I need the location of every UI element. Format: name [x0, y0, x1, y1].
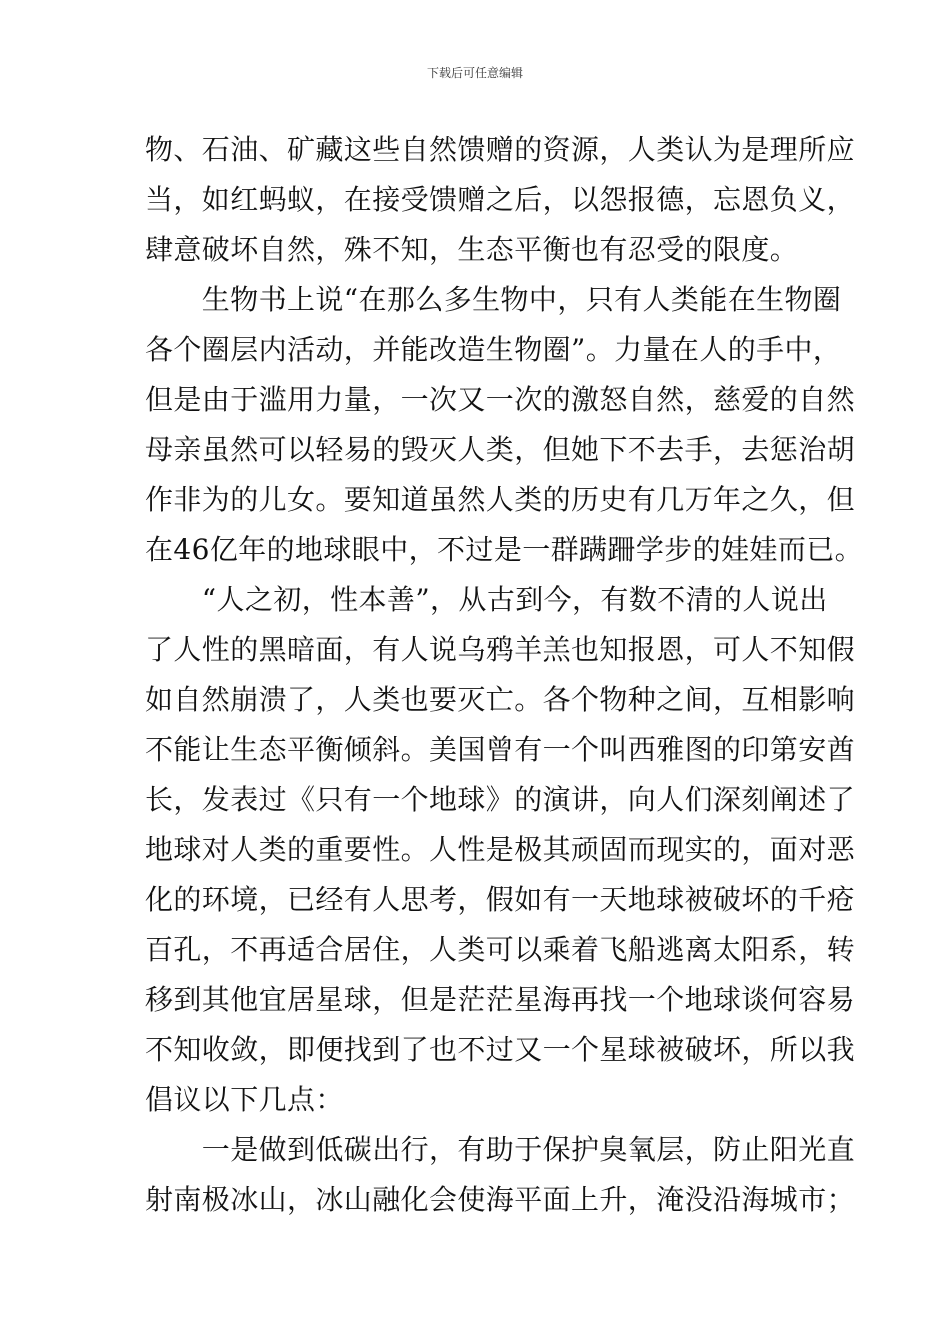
text-line: 不知收敛，即便找到了也不过又一个星球被破坏，所以我 [145, 1033, 856, 1066]
text-line: “人之初，性本善”，从古到今，有数不清的人说出 [145, 583, 828, 616]
text-line: 母亲虽然可以轻易的毁灭人类，但她下不去手，去惩治胡 [145, 433, 856, 466]
text-line: 地球对人类的重要性。人性是极其顽固而现实的，面对恶 [145, 833, 856, 866]
text-line: 物、石油、矿藏这些自然馈赠的资源，人类认为是理所应 [145, 133, 856, 166]
text-line: 肆意破坏自然，殊不知，生态平衡也有忍受的限度。 [145, 233, 799, 266]
text-line: 生物书上说“在那么多生物中，只有人类能在生物圈 [145, 283, 842, 316]
text-line: 当，如红蚂蚁，在接受馈赠之后，以怨报德，忘恩负义， [145, 183, 856, 216]
text-line: 移到其他宜居星球，但是茫茫星海再找一个地球谈何容易 [145, 983, 856, 1016]
text-line: 如自然崩溃了，人类也要灭亡。各个物种之间，互相影响 [145, 683, 856, 716]
text-line: 长，发表过《只有一个地球》的演讲，向人们深刻阐述了 [145, 783, 856, 816]
text-line: 射南极冰山，冰山融化会使海平面上升，淹没沿海城市； [145, 1183, 856, 1216]
text-line: 一是做到低碳出行，有助于保护臭氧层，防止阳光直 [145, 1133, 856, 1166]
text-line: 百孔，不再适合居住，人类可以乘着飞船逃离太阳系，转 [145, 933, 856, 966]
text-line: 各个圈层内活动，并能改造生物圈”。力量在人的手中， [145, 333, 842, 366]
page-header: 下载后可任意编辑 [426, 66, 523, 80]
text-line: 不能让生态平衡倾斜。美国曾有一个叫西雅图的印第安酋 [145, 733, 856, 766]
text-line: 但是由于滥用力量，一次又一次的激怒自然，慈爱的自然 [145, 383, 856, 416]
text-line: 倡议以下几点： [145, 1083, 344, 1116]
text-line: 在46亿年的地球眼中，不过是一群蹒跚学步的娃娃而已。 [145, 533, 864, 566]
text-line: 化的环境，已经有人思考，假如有一天地球被破坏的千疮 [145, 883, 856, 916]
text-line: 了人性的黑暗面，有人说乌鸦羊羔也知报恩，可人不知假 [145, 633, 856, 666]
text-line: 作非为的儿女。要知道虽然人类的历史有几万年之久，但 [145, 483, 856, 516]
